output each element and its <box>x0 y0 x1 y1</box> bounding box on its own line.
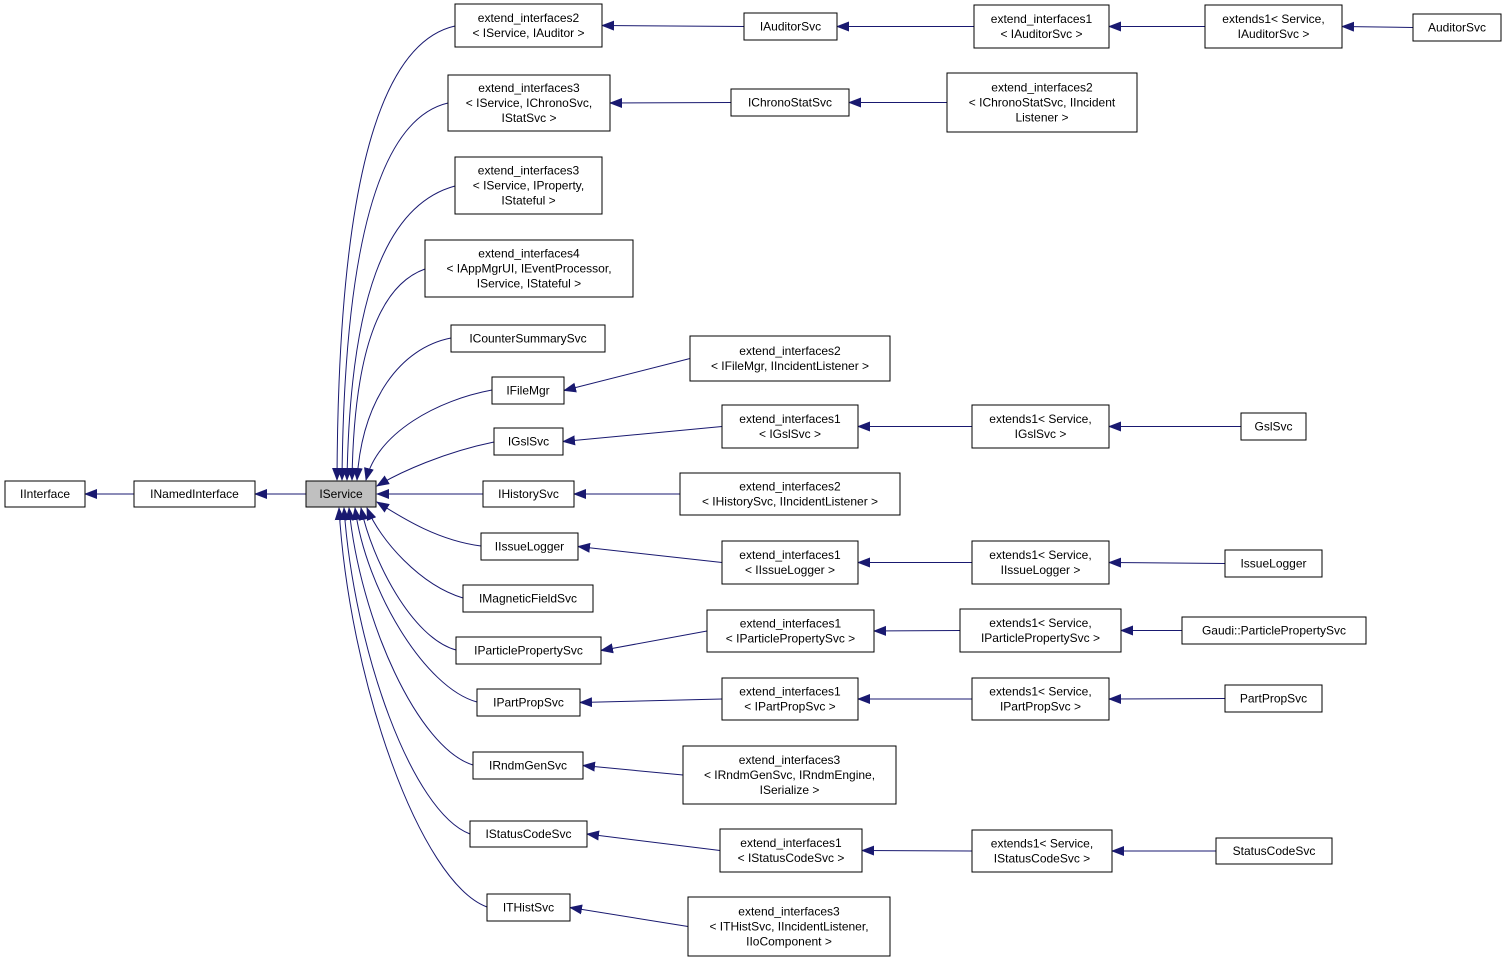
node-partpropsvc[interactable] <box>1225 685 1322 712</box>
node-label-ext1_particleprop: extends1< Service, IParticlePropertySvc > <box>980 616 1101 645</box>
node-label-ei2_chronostat: extend_interfaces2 < IChronoStatSvc, IIncident Listener > <box>968 80 1116 125</box>
edge-ei3_thist-to-ithistsvc <box>570 908 688 927</box>
edge-ext1_particleprop-to-ei1_particleprop <box>874 631 960 632</box>
node-label-issuelogger: IssueLogger <box>1240 556 1307 571</box>
node-iservice <box>306 481 376 507</box>
node-iinterface[interactable] <box>5 481 85 507</box>
node-ei2_history[interactable] <box>680 473 900 515</box>
node-label-ithistsvc: ITHistSvc <box>502 900 555 915</box>
edge-auditorsvc-to-ext1_auditorsvc <box>1342 27 1413 28</box>
edge-ei1_gslsvc-to-igslsvc <box>563 427 722 442</box>
node-label-ei1_partprop: extend_interfaces1 < IPartPropSvc > <box>739 684 841 714</box>
edge-ei4_appmgr-to-iservice <box>352 269 425 480</box>
edge-partpropsvc-to-ext1_partprop <box>1109 699 1225 700</box>
node-gaudiparticleprop[interactable] <box>1182 617 1366 644</box>
node-ifilemgr[interactable] <box>492 377 564 404</box>
node-ei2_chronostat[interactable] <box>947 73 1137 132</box>
node-ext1_gslsvc[interactable] <box>972 405 1109 448</box>
node-ithistsvc[interactable] <box>487 894 570 921</box>
node-label-ei3_chrono: extend_interfaces3 < IService, IChronoSvc, IStatSvc > <box>465 81 593 125</box>
node-label-iparticlepropertysvc: IParticlePropertySvc <box>474 643 583 658</box>
edge-iissuelogger-to-iservice <box>377 502 481 546</box>
node-label-istatuscodesvc: IStatusCodeSvc <box>485 827 572 841</box>
node-label-ei2_filemgr: extend_interfaces2 < IFileMgr, IIncidentListener > <box>710 344 870 373</box>
node-label-ei3_thist: extend_interfaces3 < ITHistSvc, IIncidentListener, IIoComponent > <box>709 904 869 949</box>
node-label-partpropsvc: PartPropSvc <box>1239 691 1308 706</box>
node-iparticlepropertysvc[interactable] <box>456 637 601 664</box>
node-ext1_particleprop[interactable] <box>960 609 1121 652</box>
node-label-igslsvc: IGslSvc <box>507 434 550 449</box>
node-label-ext1_issuelogger: extends1< Service, IIssueLogger > <box>989 548 1092 577</box>
edge-ei1_particleprop-to-iparticlepropertysvc <box>601 631 707 651</box>
node-label-ei1_issuelogger: extend_interfaces1 < IIssueLogger > <box>739 548 841 577</box>
node-icountersummarysvc[interactable] <box>451 325 605 352</box>
node-irndmgensvc[interactable] <box>473 752 583 779</box>
node-label-ext1_auditorsvc: extends1< Service, IAuditorSvc > <box>1222 12 1325 41</box>
node-ei1_gslsvc[interactable] <box>722 405 858 448</box>
node-ei4_appmgr[interactable] <box>425 240 633 297</box>
node-label-ei1_gslsvc: extend_interfaces1 < IGslSvc > <box>739 412 841 441</box>
edge-ifilemgr-to-iservice <box>366 390 492 480</box>
node-ei1_statuscode[interactable] <box>720 829 862 872</box>
node-ext1_auditorsvc[interactable] <box>1205 5 1342 48</box>
edge-imagneticfieldsvc-to-iservice <box>367 508 463 598</box>
node-label-ei2_history: extend_interfaces2 < IHistorySvc, IIncidentListener > <box>701 479 879 509</box>
node-label-ifilemgr: IFileMgr <box>506 383 550 398</box>
node-label-ipartpropsvc: IPartPropSvc <box>493 695 564 710</box>
node-label-ei3_property: extend_interfaces3 < IService, IProperty, IStateful > <box>472 163 585 208</box>
node-label-ei1_particleprop: extend_interfaces1 < IParticlePropertySvc > <box>725 616 856 646</box>
node-label-irndmgensvc: IRndmGenSvc <box>488 758 568 773</box>
node-ei1_particleprop[interactable] <box>707 610 874 652</box>
node-label-auditorsvc: AuditorSvc <box>1427 20 1487 35</box>
node-statuscodesvc[interactable] <box>1216 838 1332 864</box>
node-ipartpropsvc[interactable] <box>477 689 580 716</box>
node-ei2_auditor[interactable] <box>455 4 602 47</box>
node-label-ext1_partprop: extends1< Service, IPartPropSvc > <box>989 684 1092 714</box>
node-ei3_property[interactable] <box>455 157 602 214</box>
node-label-ext1_gslsvc: extends1< Service, IGslSvc > <box>989 412 1092 441</box>
edge-ei3_rndm-to-irndmgensvc <box>583 766 683 776</box>
edge-ipartpropsvc-to-iservice <box>355 508 477 702</box>
node-auditorsvc[interactable] <box>1413 14 1501 41</box>
edge-iparticlepropertysvc-to-iservice <box>361 508 456 650</box>
edge-istatuscodesvc-to-iservice <box>344 508 470 834</box>
edge-iauditorsvc-to-ei2_auditor <box>602 26 744 27</box>
node-inamedinterface[interactable] <box>134 481 255 507</box>
node-label-icountersummarysvc: ICounterSummarySvc <box>469 331 587 346</box>
node-ei1_partprop[interactable] <box>722 678 858 720</box>
edge-irndmgensvc-to-iservice <box>349 508 473 765</box>
edge-ext1_statuscode-to-ei1_statuscode <box>862 851 972 852</box>
node-imagneticfieldsvc[interactable] <box>463 585 593 612</box>
node-label-imagneticfieldsvc: IMagneticFieldSvc <box>478 591 578 606</box>
node-ei3_chrono[interactable] <box>448 75 610 131</box>
edge-ichronostatsvc-to-ei3_chrono <box>610 103 731 104</box>
node-label-ei1_auditorsvc: extend_interfaces1 < IAuditorSvc > <box>990 12 1093 41</box>
node-label-iauditorsvc: IAuditorSvc <box>759 19 822 34</box>
node-igslsvc[interactable] <box>494 428 563 455</box>
node-ei3_rndm[interactable] <box>683 746 896 804</box>
node-label-ext1_statuscode: extends1< Service, IStatusCodeSvc > <box>990 836 1094 866</box>
node-label-ei4_appmgr: extend_interfaces4 < IAppMgrUI, IEventProcessor, IService, IStateful > <box>446 246 612 291</box>
node-ext1_partprop[interactable] <box>972 678 1109 720</box>
node-label-iservice: IService <box>319 487 363 501</box>
node-label-ei3_rndm: extend_interfaces3 < IRndmGenSvc, IRndmEngine, ISerialize > <box>703 753 876 797</box>
node-iauditorsvc[interactable] <box>744 13 837 40</box>
node-ei3_thist[interactable] <box>688 897 890 956</box>
node-label-gslsvc: GslSvc <box>1254 419 1293 434</box>
node-label-inamedinterface: INamedInterface <box>150 487 239 501</box>
node-label-ei2_auditor: extend_interfaces2 < IService, IAuditor > <box>472 11 585 40</box>
node-label-statuscodesvc: StatusCodeSvc <box>1232 844 1316 858</box>
edge-ei2_filemgr-to-ifilemgr <box>564 359 690 391</box>
edge-issuelogger-to-ext1_issuelogger <box>1109 563 1225 564</box>
edge-ei1_statuscode-to-istatuscodesvc <box>587 834 720 851</box>
edge-ei1_issuelogger-to-iissuelogger <box>578 547 722 563</box>
node-ext1_issuelogger[interactable] <box>972 541 1109 584</box>
node-ei1_auditorsvc[interactable] <box>974 5 1109 48</box>
node-issuelogger[interactable] <box>1225 550 1322 577</box>
node-iissuelogger[interactable] <box>481 533 578 560</box>
node-ei2_filemgr[interactable] <box>690 336 890 381</box>
node-gslsvc[interactable] <box>1241 413 1306 440</box>
node-label-ihistorysvc: IHistorySvc <box>498 487 559 501</box>
node-ihistorysvc[interactable] <box>483 481 574 507</box>
node-ei1_issuelogger[interactable] <box>722 541 858 584</box>
node-label-iinterface: IInterface <box>19 487 71 501</box>
edge-ei1_partprop-to-ipartpropsvc <box>580 699 722 703</box>
node-istatuscodesvc[interactable] <box>470 821 587 847</box>
node-label-ei1_statuscode: extend_interfaces1 < IStatusCodeSvc > <box>737 836 845 865</box>
node-label-iissuelogger: IIssueLogger <box>494 539 565 554</box>
node-ichronostatsvc[interactable] <box>731 89 849 116</box>
node-label-ichronostatsvc: IChronoStatSvc <box>747 95 833 110</box>
edge-igslsvc-to-iservice <box>377 442 494 486</box>
node-label-gaudiparticleprop: Gaudi::ParticlePropertySvc <box>1201 623 1347 638</box>
node-ext1_statuscode[interactable] <box>972 830 1112 872</box>
